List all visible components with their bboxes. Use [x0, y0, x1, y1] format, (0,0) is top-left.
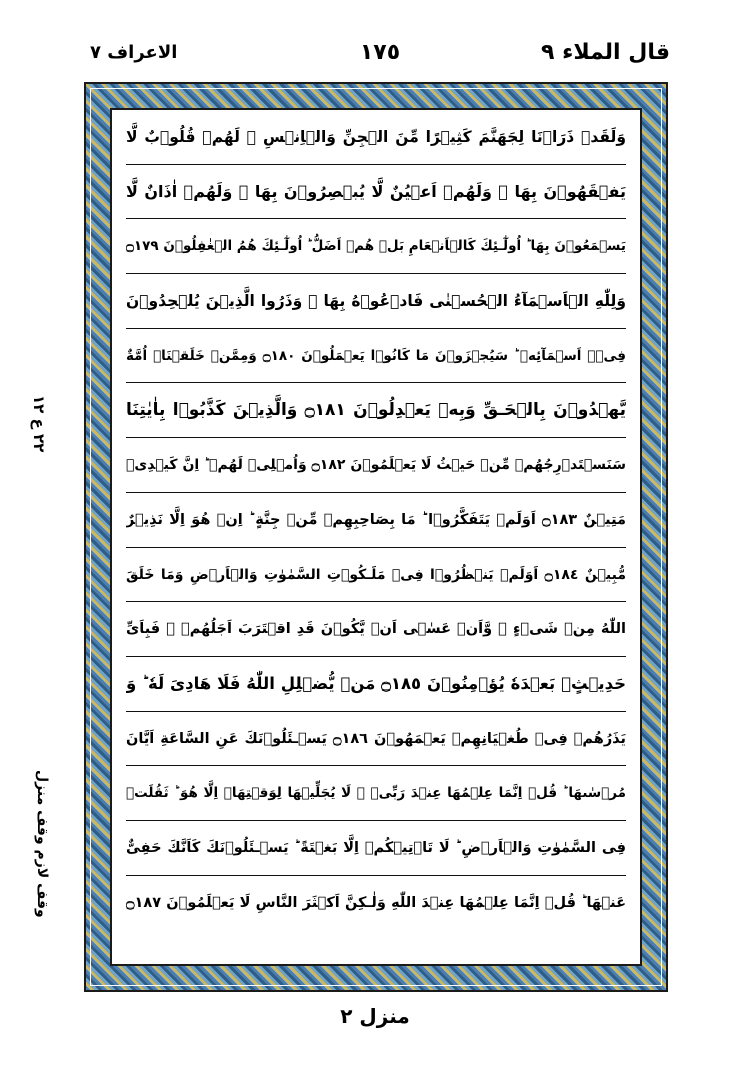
verse-line: فِى السَّمٰوٰتِ وَالۡاَرۡضِ ؕ لَا تَاۡتِيۡكُمۡ اِلَّا بَغۡتَةً ؕ يَسۡـئَلُوۡنَكَ كَاَنَّكَ حَفِىٌّ — [126, 821, 626, 876]
surah-name: الاعراف ٧ — [90, 42, 178, 63]
verse-line: اللّٰهُ مِنۡ شَىۡءٍ ۙ وَّاَنۡ عَسٰۤى اَنۡ يَّكُوۡنَ قَدِ اقۡتَرَبَ اَجَلُهُمۡ ۚ فَبِاَىِّ — [126, 602, 626, 657]
verse-line: سَنَسۡتَدۡرِجُهُمۡ مِّنۡ حَيۡثُ لَا يَعۡلَمُوۡنَ ۝١٨٢ وَاُمۡلِىۡ لَهُمۡ ؕ اِنَّ كَيۡدِىۡ — [126, 438, 626, 493]
verse-line: يَفۡقَهُوۡنَ بِهَا ۡ وَلَهُمۡ اَعۡيُنٌ لَّا يُبۡصِرُوۡنَ بِهَا ۡ وَلَهُمۡ اٰذَانٌ لَّا — [126, 165, 626, 220]
page-header — [90, 40, 670, 80]
verse-line: فِىۡۤ اَسۡمَآئِهٖ ؕ سَيُجۡزَوۡنَ مَا كَانُوۡا يَعۡمَلُوۡنَ ۝١٨٠ وَمِمَّنۡ خَلَقۡنَاۤ اُمَّةٌ — [126, 329, 626, 384]
verse-line: حَدِيۡثٍۢ بَعۡدَهٗ يُؤۡمِنُوۡنَ ۝١٨٥ مَنۡ يُّضۡلِلِ اللّٰهُ فَلَا هَادِىَ لَهٗ ؕ وَ — [126, 657, 626, 712]
verse-line: عَنۡهَا ؕ قُلۡ اِنَّمَا عِلۡمُهَا عِنۡدَ اللّٰهِ وَلٰـكِنَّ اَكۡثَرَ النَّاسِ لَا يَعۡلَمُوۡنَ ۝١٨٧ — [126, 894, 626, 911]
verse-line: يَّهۡدُوۡنَ بِالۡحَـقِّ وَبِهٖ يَعۡدِلُوۡنَ ۝١٨١ وَالَّذِيۡنَ كَذَّبُوۡا بِاٰيٰتِنَا — [126, 383, 626, 438]
verse-line: يَسۡمَعُوۡنَ بِهَا ؕ اُولٰٓـئِكَ كَالۡاَنۡعَامِ بَلۡ هُمۡ اَضَلُّ ؕ اُولٰٓـئِكَ هُمُ الۡغٰفِلُوۡنَ ۝١٧٩ — [126, 219, 626, 274]
text-area — [110, 108, 642, 966]
verse-line: مُرۡسٰٮهَا ؕ قُلۡ اِنَّمَا عِلۡمُهَا عِنۡدَ رَبِّىۡ ۚ لَا يُجَلِّيۡهَا لِوَقۡتِهَاۤ اِلَّا هُوَ ؕ ثَقُلَتۡ — [126, 766, 626, 821]
verse-line: مَتِيۡنٌ ۝١٨٣ اَوَلَمۡ يَتَفَكَّرُوۡا ؕ مَا بِصَاحِبِهِمۡ مِّنۡ جِنَّةٍ ؕ اِنۡ هُوَ اِلَّا نَذِيۡرٌ — [126, 493, 626, 548]
verse-line: وَلَقَدۡ ذَرَاۡنَا لِجَهَنَّمَ كَثِيۡرًا مِّنَ الۡجِنِّ وَالۡاِنۡسِ ۖ لَهُمۡ قُلُوۡبٌ لَّا — [126, 110, 626, 165]
page-number: ١٧٥ — [359, 40, 401, 65]
ruku-marker: ٢٢ ع ١٢ — [30, 395, 48, 453]
verse-line: يَذَرُهُمۡ فِىۡ طُغۡيَانِهِمۡ يَعۡمَهُوۡنَ ۝١٨٦ يَسۡـئَلُوۡنَكَ عَنِ السَّاعَةِ اَيَّانَ — [126, 712, 626, 767]
ornamental-border — [84, 82, 668, 992]
verse-line: وَلِلّٰهِ الۡاَسۡمَآءُ الۡحُسۡنٰى فَادۡعُوۡهُ بِهَا ۖ وَذَرُوا الَّذِيۡنَ يُلۡحِدُوۡنَ — [126, 274, 626, 329]
manzil-footer: منزل ٢ — [340, 1004, 410, 1028]
para-name: قال الملاء ۹ — [540, 40, 670, 65]
waqf-note: وقف لازم وقف منزل — [34, 770, 50, 918]
verse-line: مُّبِيۡنٌ ۝١٨٤ اَوَلَمۡ يَنۡظُرُوۡا فِىۡ مَلَـكُوۡتِ السَّمٰوٰتِ وَالۡاَرۡضِ وَمَا خَلَقَ — [126, 548, 626, 603]
